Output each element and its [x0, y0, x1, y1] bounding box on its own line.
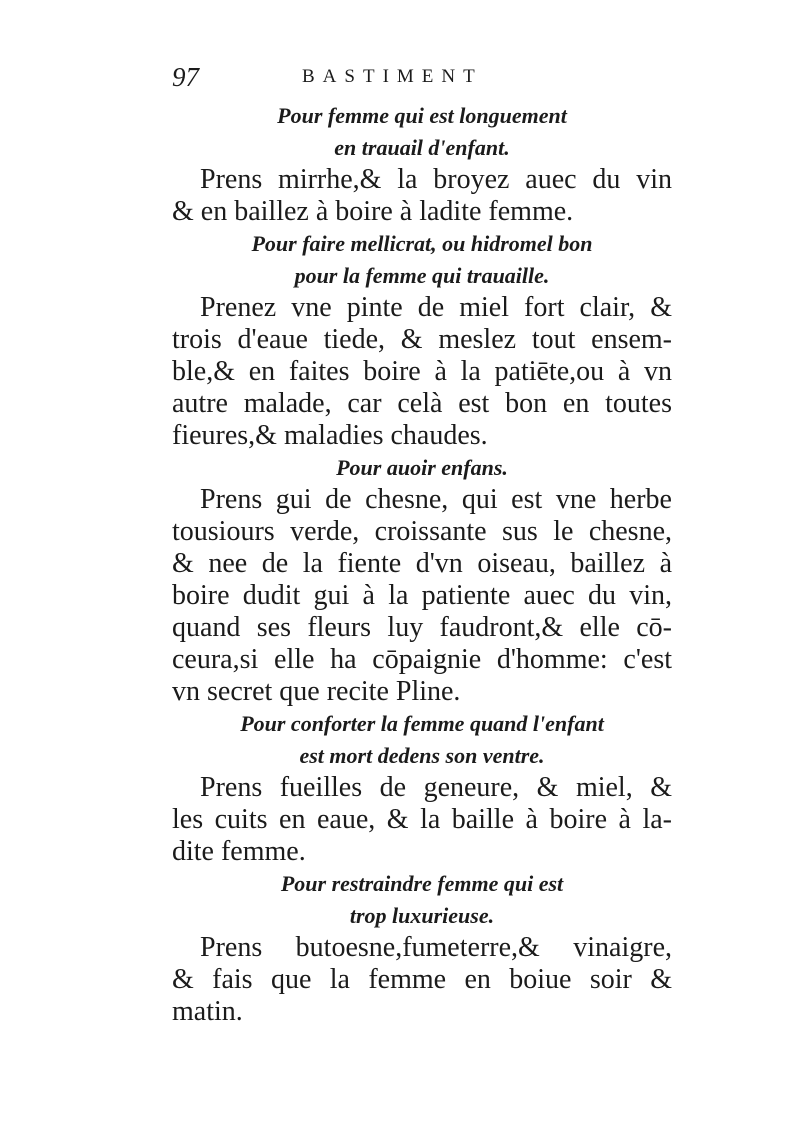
text-line: ceura,si elle ha cōpaignie d'homme: c'est	[172, 644, 672, 675]
text-line: ble,& en faites boire à la patiēte,ou à vn	[172, 356, 672, 387]
running-head: BASTIMENT	[302, 66, 483, 87]
section-title: Pour conforter la femme quand l'enfant	[240, 711, 604, 736]
text-line: & fais que la femme en boiue soir &	[172, 964, 672, 995]
text-line: fieures,& maladies chaudes.	[172, 420, 488, 451]
recipe-section	[172, 452, 672, 708]
section-title: Pour femme qui est longuement	[277, 103, 567, 128]
section-title: en trauail d'enfant.	[334, 135, 510, 160]
section-title: Pour faire mellicrat, ou hidromel bon	[251, 231, 593, 256]
section-title: trop luxurieuse.	[349, 903, 495, 928]
text-line: quand ses fleurs luy faudront,& elle cō-	[172, 612, 672, 643]
text-line: Prens gui de chesne, qui est vne herbe	[200, 484, 672, 515]
section-title: Pour auoir enfans.	[336, 455, 508, 480]
page-header	[172, 62, 672, 92]
text-line: les cuits en eaue, & la baille à boire à la-	[172, 804, 672, 835]
recipe-section	[172, 100, 672, 228]
page-body	[172, 100, 672, 1028]
section-title: est mort dedens son ventre.	[299, 743, 545, 768]
text-line: Prenez vne pinte de miel fort clair, &	[200, 292, 672, 323]
text-line: boire dudit gui à la patiente auec du vin,	[172, 580, 672, 611]
page-number: 97	[172, 62, 199, 92]
text-line: matin.	[172, 996, 243, 1027]
text-line: tousiours verde, croissante sus le chesne,	[172, 516, 672, 547]
text-line: & nee de la fiente d'vn oiseau, baillez à	[172, 548, 672, 579]
section-title: Pour restraindre femme qui est	[280, 871, 564, 896]
text-line: Prens butoesne,fumeterre,& vinaigre,	[200, 932, 672, 963]
text-line: dite femme.	[172, 836, 306, 867]
text-line: trois d'eaue tiede, & meslez tout ensem-	[172, 324, 672, 355]
section-title: pour la femme qui trauaille.	[294, 263, 550, 288]
text-line: vn secret que recite Pline.	[172, 676, 461, 707]
recipe-section	[172, 868, 672, 1028]
text-line: Prens mirrhe,& la broyez auec du vin	[200, 164, 672, 195]
text-line: Prens fueilles de geneure, & miel, &	[200, 772, 672, 803]
text-line: & en baillez à boire à ladite femme.	[172, 196, 574, 227]
recipe-section	[172, 708, 672, 868]
recipe-section	[172, 228, 672, 452]
text-line: autre malade, car celà est bon en toutes	[172, 388, 672, 419]
